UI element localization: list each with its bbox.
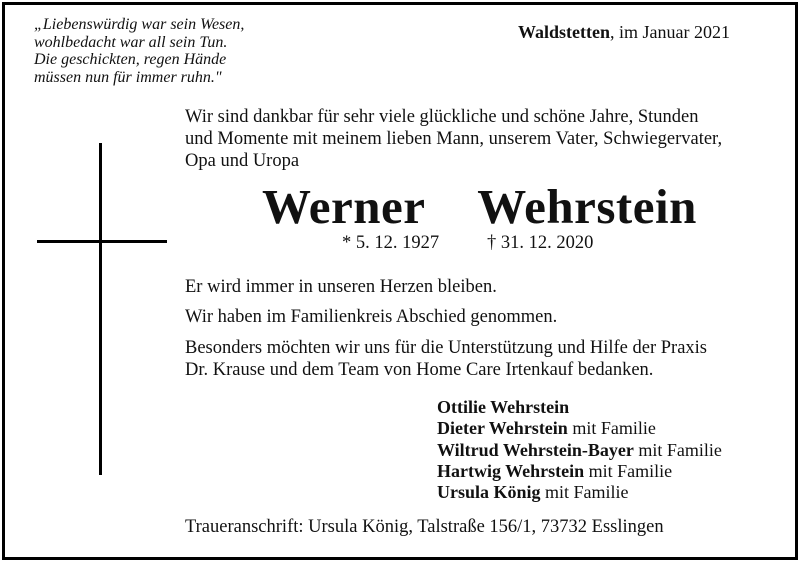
- place-name: Waldstetten: [518, 22, 610, 42]
- thanks-text: [185, 337, 707, 381]
- intro-text: [185, 106, 722, 172]
- farewell-line: Wir haben im Familienkreis Abschied genommen.: [185, 307, 558, 327]
- cross-icon-bar: [37, 240, 167, 243]
- family-member: [437, 440, 722, 461]
- mourning-address: Traueranschrift: Ursula König, Talstraße 156/1, 73732 Esslingen: [185, 517, 664, 537]
- family-member-name: Wiltrud Wehrstein-Bayer: [437, 439, 634, 460]
- family-member-suffix: mit Familie: [540, 482, 629, 503]
- deceased-name: Werner Wehrstein: [262, 179, 697, 234]
- thanks-line: Besonders möchten wir uns für die Unterstützung und Hilfe der Praxis: [185, 338, 708, 358]
- poem-line: „Liebenswürdig war sein Wesen,: [34, 16, 245, 33]
- family-list: [437, 397, 722, 503]
- poem-line: Die geschickten, regen Hände: [34, 51, 227, 68]
- intro-line: und Momente mit meinem lieben Mann, unserem Vater, Schwiegervater,: [185, 129, 723, 149]
- family-member: [437, 461, 722, 482]
- family-member: [437, 397, 722, 418]
- death-date: † 31. 12. 2020: [487, 233, 594, 253]
- thanks-line: Dr. Krause und dem Team von Home Care Irtenkauf bedanken.: [185, 360, 654, 380]
- family-member-suffix: mit Familie: [633, 439, 722, 460]
- family-member: [437, 418, 722, 439]
- family-member-name: Ottilie Wehrstein: [437, 397, 570, 417]
- family-member-name: Ursula König: [437, 482, 541, 503]
- family-member-suffix: mit Familie: [584, 460, 673, 481]
- poem-line: müssen nun für immer ruhn.": [34, 68, 222, 86]
- cross-icon: [99, 143, 102, 475]
- poem-quote: [34, 16, 244, 86]
- family-member-suffix: mit Familie: [567, 418, 656, 439]
- family-member: [437, 482, 722, 503]
- remembrance-line: Er wird immer in unseren Herzen bleiben.: [185, 277, 497, 297]
- intro-line: Opa und Uropa: [185, 151, 300, 171]
- date-text: , im Januar 2021: [610, 22, 730, 42]
- poem-line: wohlbedacht war all sein Tun.: [34, 33, 228, 51]
- birth-date: * 5. 12. 1927: [342, 233, 440, 253]
- place-date: [518, 22, 730, 43]
- family-member-name: Hartwig Wehrstein: [437, 460, 585, 481]
- family-member-name: Dieter Wehrstein: [437, 418, 568, 439]
- intro-line: Wir sind dankbar für sehr viele glückliche und schöne Jahre, Stunden: [185, 107, 699, 127]
